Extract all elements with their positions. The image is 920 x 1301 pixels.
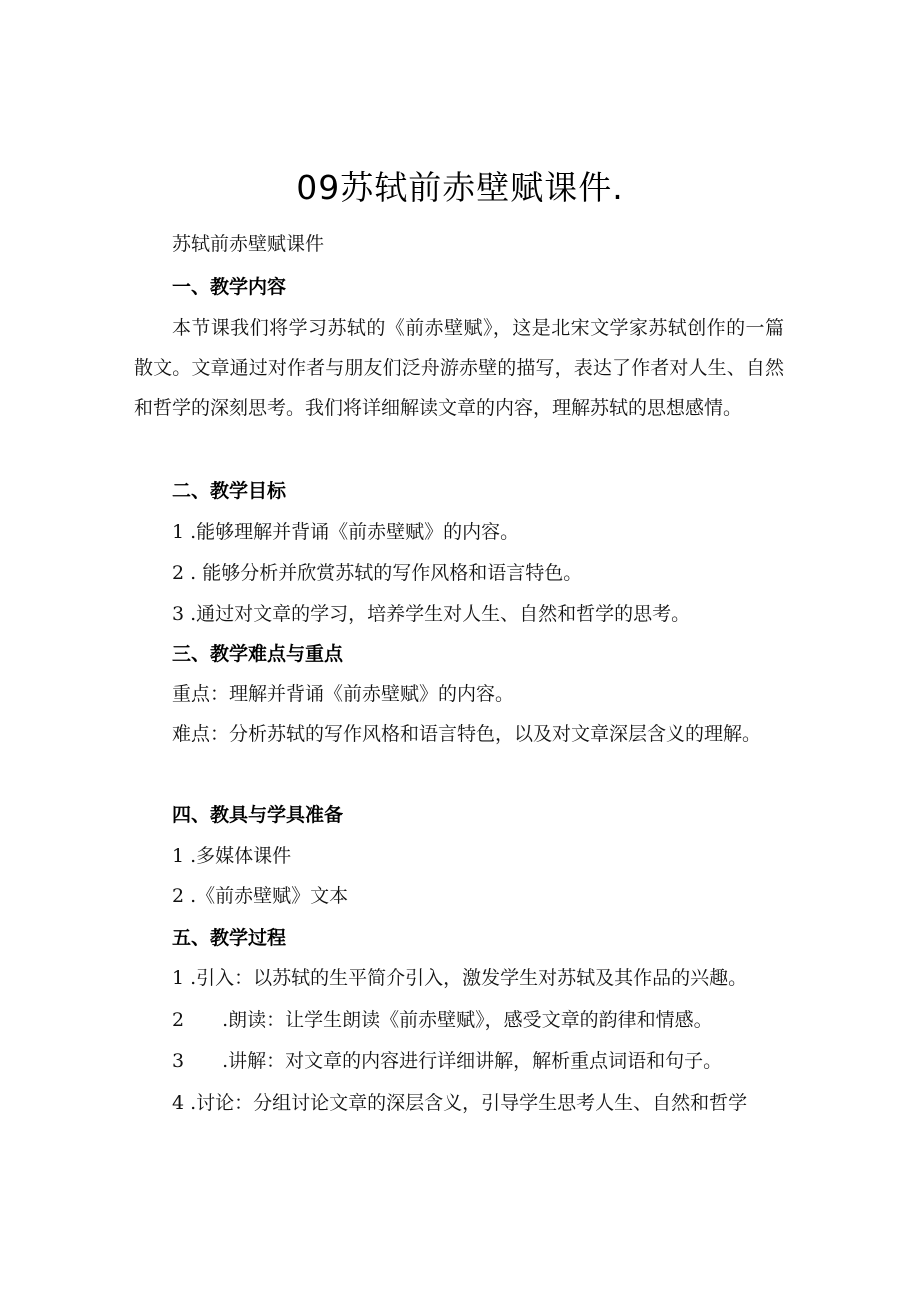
objective-item: 1 .能够理解并背诵《前赤壁赋》的内容。 xyxy=(172,521,520,543)
section-heading-key-difficult: 三、教学难点与重点 xyxy=(172,643,344,665)
objective-item: 2 . 能够分析并欣赏苏轼的写作风格和语言特色。 xyxy=(172,562,583,584)
material-item: 1 .多媒体课件 xyxy=(172,845,292,867)
process-item: 2 .朗读：让学生朗读《前赤壁赋》，感受文章的韵律和情感。 xyxy=(172,1009,713,1031)
document-subtitle: 苏轼前赤壁赋课件 xyxy=(172,233,325,255)
section-heading-process: 五、教学过程 xyxy=(172,927,287,949)
section-heading-content: 一、教学内容 xyxy=(172,276,287,298)
section-heading-materials: 四、教具与学具准备 xyxy=(172,804,344,826)
difficulty-text: 难点：分析苏轼的写作风格和语言特色，以及对文章深层含义的理解。 xyxy=(172,723,762,745)
section-content-paragraph: 本节课我们将学习苏轼的《前赤壁赋》，这是北宋文学家苏轼创作的一篇散文。文章通过对作者与朋友们泛舟游赤壁的描写，表达了作者对人生、自然和哲学的深刻思考。我们将详细解读文章的内容，理解苏轼的思想感情。 xyxy=(134,317,784,419)
process-item: 4 .讨论：分组讨论文章的深层含义，引导学生思考人生、自然和哲学 xyxy=(172,1092,748,1114)
process-item: 1 .引入：以苏轼的生平简介引入，激发学生对苏轼及其作品的兴趣。 xyxy=(172,967,748,989)
section-heading-objectives: 二、教学目标 xyxy=(172,480,287,502)
process-item: 3 .讲解：对文章的内容进行详细讲解，解析重点词语和句子。 xyxy=(172,1050,723,1072)
document-title: 09苏轼前赤壁赋课件. xyxy=(296,168,624,207)
objective-item: 3 .通过对文章的学习，培养学生对人生、自然和哲学的思考。 xyxy=(172,603,691,625)
material-item: 2 .《前赤壁赋》文本 xyxy=(172,885,349,907)
key-point-text: 重点：理解并背诵《前赤壁赋》的内容。 xyxy=(172,683,515,705)
